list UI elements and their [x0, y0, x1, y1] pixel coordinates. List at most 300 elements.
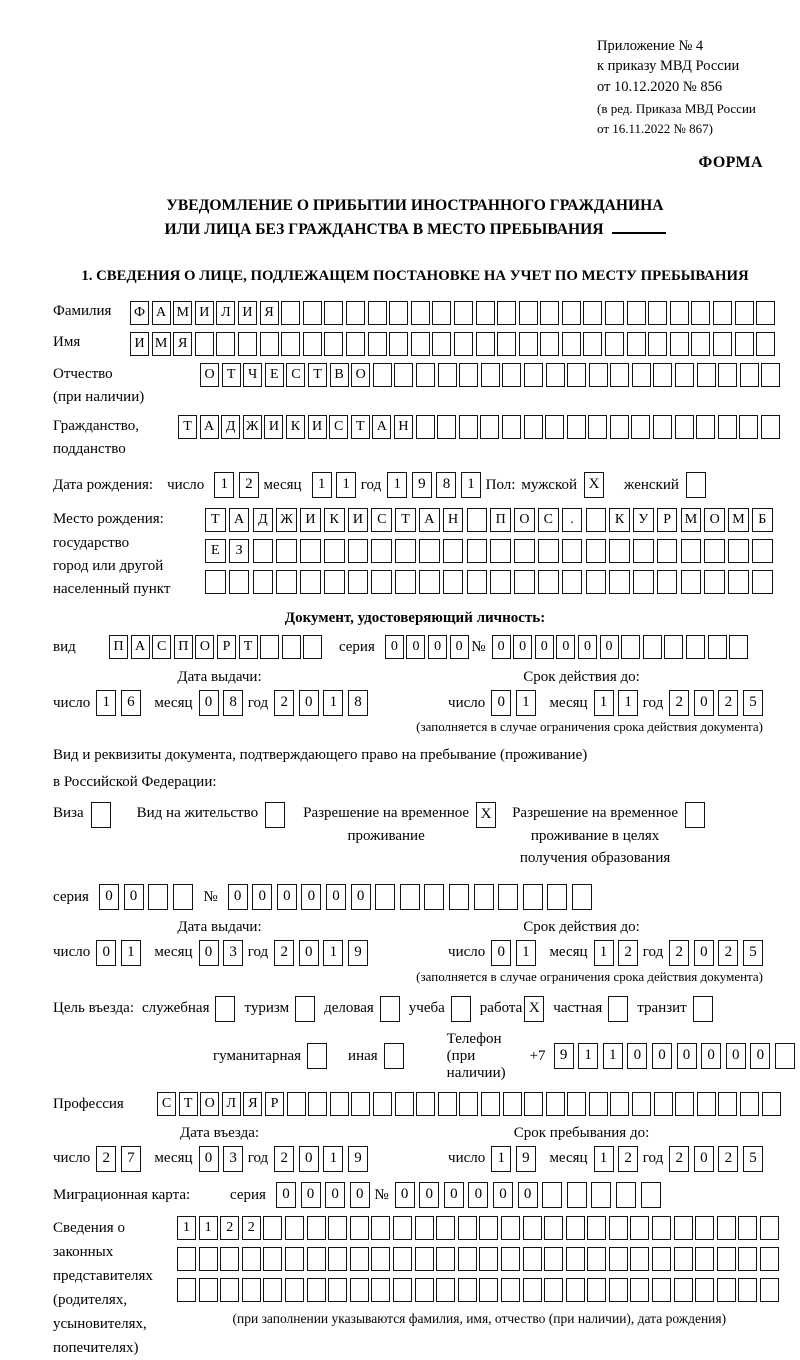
char-box[interactable]: [328, 1247, 347, 1271]
char-box[interactable]: [497, 301, 516, 325]
char-box[interactable]: 3: [223, 1146, 243, 1172]
char-box[interactable]: 1: [199, 1216, 218, 1240]
purpose-option-checkbox[interactable]: [451, 996, 471, 1022]
char-box[interactable]: И: [264, 415, 283, 439]
char-box[interactable]: [609, 1247, 628, 1271]
char-box[interactable]: [458, 1278, 477, 1302]
char-box[interactable]: [476, 332, 495, 356]
char-box[interactable]: [497, 332, 516, 356]
char-box[interactable]: М: [728, 508, 749, 532]
char-box[interactable]: [490, 570, 511, 594]
char-box[interactable]: [303, 301, 322, 325]
char-box[interactable]: [205, 570, 226, 594]
char-box[interactable]: [395, 539, 416, 563]
char-box[interactable]: [229, 570, 250, 594]
char-box[interactable]: 9: [348, 940, 368, 966]
char-box[interactable]: [524, 363, 543, 387]
char-box[interactable]: [253, 539, 274, 563]
char-box[interactable]: [479, 1278, 498, 1302]
char-box[interactable]: [675, 1092, 694, 1116]
char-box[interactable]: П: [109, 635, 128, 659]
char-box[interactable]: Н: [443, 508, 464, 532]
char-box[interactable]: 0: [351, 884, 371, 910]
char-box[interactable]: 1: [603, 1043, 623, 1069]
purpose-option-checkbox[interactable]: X: [524, 996, 544, 1022]
char-box[interactable]: 0: [326, 884, 346, 910]
char-box[interactable]: [695, 1216, 714, 1240]
char-box[interactable]: 1: [214, 472, 234, 498]
char-box[interactable]: [371, 1216, 390, 1240]
char-box[interactable]: [545, 415, 564, 439]
char-box[interactable]: 0: [301, 884, 321, 910]
char-box[interactable]: [717, 1247, 736, 1271]
char-box[interactable]: Ж: [243, 415, 262, 439]
char-box[interactable]: [756, 301, 775, 325]
char-box[interactable]: [443, 539, 464, 563]
char-box[interactable]: 0: [627, 1043, 647, 1069]
char-box[interactable]: [300, 570, 321, 594]
char-box[interactable]: [173, 884, 193, 910]
char-box[interactable]: 2: [96, 1146, 116, 1172]
char-box[interactable]: Ж: [276, 508, 297, 532]
char-box[interactable]: [572, 884, 592, 910]
char-box[interactable]: [411, 332, 430, 356]
char-box[interactable]: [303, 635, 322, 659]
char-box[interactable]: [371, 1247, 390, 1271]
char-box[interactable]: [567, 1092, 586, 1116]
char-box[interactable]: З: [229, 539, 250, 563]
char-box[interactable]: [419, 539, 440, 563]
char-box[interactable]: [350, 1278, 369, 1302]
char-box[interactable]: [729, 635, 748, 659]
char-box[interactable]: [324, 539, 345, 563]
char-box[interactable]: [501, 1247, 520, 1271]
char-box[interactable]: [523, 1247, 542, 1271]
char-box[interactable]: [389, 301, 408, 325]
char-box[interactable]: 2: [718, 940, 738, 966]
char-box[interactable]: 1: [461, 472, 481, 498]
char-box[interactable]: [760, 1216, 779, 1240]
char-box[interactable]: О: [351, 363, 370, 387]
purpose-option-checkbox[interactable]: [384, 1043, 404, 1069]
char-box[interactable]: [253, 570, 274, 594]
char-box[interactable]: П: [174, 635, 193, 659]
char-box[interactable]: [681, 570, 702, 594]
char-box[interactable]: [368, 332, 387, 356]
char-box[interactable]: [458, 1216, 477, 1240]
char-box[interactable]: [674, 1278, 693, 1302]
char-box[interactable]: [324, 301, 343, 325]
char-box[interactable]: П: [490, 508, 511, 532]
char-box[interactable]: [587, 1247, 606, 1271]
char-box[interactable]: Р: [217, 635, 236, 659]
char-box[interactable]: [643, 635, 662, 659]
char-box[interactable]: Е: [265, 363, 284, 387]
char-box[interactable]: [761, 415, 780, 439]
char-box[interactable]: [583, 332, 602, 356]
char-box[interactable]: С: [371, 508, 392, 532]
char-box[interactable]: [652, 1278, 671, 1302]
char-box[interactable]: .: [562, 508, 583, 532]
char-box[interactable]: Л: [222, 1092, 241, 1116]
char-box[interactable]: 1: [516, 690, 536, 716]
char-box[interactable]: [708, 635, 727, 659]
char-box[interactable]: И: [130, 332, 149, 356]
char-box[interactable]: 1: [121, 940, 141, 966]
char-box[interactable]: [675, 415, 694, 439]
purpose-option-checkbox[interactable]: [307, 1043, 327, 1069]
char-box[interactable]: С: [538, 508, 559, 532]
char-box[interactable]: [436, 1247, 455, 1271]
char-box[interactable]: [562, 539, 583, 563]
char-box[interactable]: 0: [444, 1182, 464, 1208]
char-box[interactable]: [691, 301, 710, 325]
char-box[interactable]: Л: [216, 301, 235, 325]
char-box[interactable]: [368, 301, 387, 325]
char-box[interactable]: А: [200, 415, 219, 439]
char-box[interactable]: [562, 301, 581, 325]
char-box[interactable]: О: [514, 508, 535, 532]
char-box[interactable]: [713, 301, 732, 325]
char-box[interactable]: [238, 332, 257, 356]
char-box[interactable]: [263, 1247, 282, 1271]
char-box[interactable]: [481, 363, 500, 387]
char-box[interactable]: [718, 1092, 737, 1116]
char-box[interactable]: О: [704, 508, 725, 532]
char-box[interactable]: [735, 332, 754, 356]
char-box[interactable]: [393, 1247, 412, 1271]
char-box[interactable]: [627, 301, 646, 325]
char-box[interactable]: [498, 884, 518, 910]
char-box[interactable]: [393, 1278, 412, 1302]
char-box[interactable]: [609, 539, 630, 563]
char-box[interactable]: [641, 1182, 661, 1208]
char-box[interactable]: [449, 884, 469, 910]
char-box[interactable]: [717, 1216, 736, 1240]
char-box[interactable]: [752, 539, 773, 563]
char-box[interactable]: [566, 1278, 585, 1302]
char-box[interactable]: 0: [419, 1182, 439, 1208]
char-box[interactable]: [350, 1216, 369, 1240]
char-box[interactable]: Д: [221, 415, 240, 439]
char-box[interactable]: 0: [124, 884, 144, 910]
char-box[interactable]: [242, 1247, 261, 1271]
char-box[interactable]: Н: [394, 415, 413, 439]
char-box[interactable]: [285, 1278, 304, 1302]
char-box[interactable]: [544, 1216, 563, 1240]
char-box[interactable]: [303, 332, 322, 356]
char-box[interactable]: 2: [718, 1146, 738, 1172]
char-box[interactable]: [519, 332, 538, 356]
char-box[interactable]: Р: [657, 508, 678, 532]
char-box[interactable]: М: [173, 301, 192, 325]
char-box[interactable]: 1: [323, 940, 343, 966]
char-box[interactable]: [395, 570, 416, 594]
char-box[interactable]: [648, 332, 667, 356]
char-box[interactable]: [695, 1247, 714, 1271]
char-box[interactable]: 1: [618, 690, 638, 716]
char-box[interactable]: 5: [743, 690, 763, 716]
char-box[interactable]: 0: [677, 1043, 697, 1069]
char-box[interactable]: А: [131, 635, 150, 659]
char-box[interactable]: 0: [578, 635, 597, 659]
char-box[interactable]: [538, 539, 559, 563]
char-box[interactable]: [542, 1182, 562, 1208]
char-box[interactable]: [436, 1216, 455, 1240]
char-box[interactable]: [490, 539, 511, 563]
char-box[interactable]: 1: [594, 690, 614, 716]
char-box[interactable]: 0: [518, 1182, 538, 1208]
char-box[interactable]: [324, 570, 345, 594]
residence-permit-checkbox[interactable]: [265, 802, 285, 828]
char-box[interactable]: 0: [277, 884, 297, 910]
char-box[interactable]: А: [229, 508, 250, 532]
char-box[interactable]: [546, 1092, 565, 1116]
char-box[interactable]: [503, 1092, 522, 1116]
char-box[interactable]: [432, 332, 451, 356]
char-box[interactable]: 0: [750, 1043, 770, 1069]
char-box[interactable]: М: [152, 332, 171, 356]
char-box[interactable]: 0: [299, 1146, 319, 1172]
char-box[interactable]: [738, 1216, 757, 1240]
char-box[interactable]: И: [300, 508, 321, 532]
char-box[interactable]: 2: [618, 1146, 638, 1172]
char-box[interactable]: [177, 1247, 196, 1271]
char-box[interactable]: [415, 1216, 434, 1240]
char-box[interactable]: [276, 539, 297, 563]
char-box[interactable]: 0: [491, 690, 511, 716]
char-box[interactable]: 0: [385, 635, 404, 659]
char-box[interactable]: [438, 1092, 457, 1116]
char-box[interactable]: [523, 1278, 542, 1302]
char-box[interactable]: [566, 1216, 585, 1240]
char-box[interactable]: [583, 301, 602, 325]
char-box[interactable]: [242, 1278, 261, 1302]
char-box[interactable]: 2: [274, 690, 294, 716]
char-box[interactable]: [762, 1092, 781, 1116]
char-box[interactable]: Т: [222, 363, 241, 387]
char-box[interactable]: [681, 539, 702, 563]
sex-female-checkbox[interactable]: [686, 472, 706, 498]
char-box[interactable]: 0: [492, 635, 511, 659]
char-box[interactable]: 0: [199, 1146, 219, 1172]
char-box[interactable]: [630, 1216, 649, 1240]
char-box[interactable]: [605, 301, 624, 325]
char-box[interactable]: [760, 1278, 779, 1302]
char-box[interactable]: [567, 1182, 587, 1208]
char-box[interactable]: [670, 301, 689, 325]
char-box[interactable]: Д: [253, 508, 274, 532]
char-box[interactable]: 0: [252, 884, 272, 910]
char-box[interactable]: 0: [301, 1182, 321, 1208]
char-box[interactable]: [609, 1278, 628, 1302]
char-box[interactable]: 9: [348, 1146, 368, 1172]
char-box[interactable]: [438, 363, 457, 387]
char-box[interactable]: [454, 332, 473, 356]
char-box[interactable]: [691, 332, 710, 356]
char-box[interactable]: [605, 332, 624, 356]
char-box[interactable]: [740, 1092, 759, 1116]
char-box[interactable]: [514, 539, 535, 563]
char-box[interactable]: [657, 539, 678, 563]
char-box[interactable]: К: [286, 415, 305, 439]
char-box[interactable]: [631, 415, 650, 439]
char-box[interactable]: О: [200, 1092, 219, 1116]
char-box[interactable]: 3: [223, 940, 243, 966]
char-box[interactable]: 1: [312, 472, 332, 498]
char-box[interactable]: [648, 301, 667, 325]
char-box[interactable]: [704, 539, 725, 563]
char-box[interactable]: [346, 301, 365, 325]
char-box[interactable]: [216, 332, 235, 356]
char-box[interactable]: [586, 570, 607, 594]
char-box[interactable]: [285, 1216, 304, 1240]
char-box[interactable]: 1: [516, 940, 536, 966]
char-box[interactable]: [459, 1092, 478, 1116]
char-box[interactable]: [540, 301, 559, 325]
char-box[interactable]: [411, 301, 430, 325]
char-box[interactable]: [591, 1182, 611, 1208]
char-box[interactable]: [697, 1092, 716, 1116]
char-box[interactable]: 0: [468, 1182, 488, 1208]
char-box[interactable]: [524, 415, 543, 439]
char-box[interactable]: [371, 1278, 390, 1302]
char-box[interactable]: [717, 1278, 736, 1302]
char-box[interactable]: 0: [395, 1182, 415, 1208]
char-box[interactable]: Т: [395, 508, 416, 532]
char-box[interactable]: [704, 570, 725, 594]
char-box[interactable]: 0: [694, 1146, 714, 1172]
char-box[interactable]: [199, 1247, 218, 1271]
char-box[interactable]: [756, 332, 775, 356]
char-box[interactable]: [718, 363, 737, 387]
char-box[interactable]: [263, 1216, 282, 1240]
char-box[interactable]: [395, 1092, 414, 1116]
char-box[interactable]: [371, 570, 392, 594]
char-box[interactable]: [610, 1092, 629, 1116]
char-box[interactable]: [220, 1247, 239, 1271]
char-box[interactable]: [695, 1278, 714, 1302]
char-box[interactable]: [195, 332, 214, 356]
char-box[interactable]: [718, 415, 737, 439]
char-box[interactable]: [328, 1216, 347, 1240]
char-box[interactable]: И: [238, 301, 257, 325]
char-box[interactable]: [260, 332, 279, 356]
char-box[interactable]: [738, 1278, 757, 1302]
char-box[interactable]: [538, 570, 559, 594]
char-box[interactable]: [394, 363, 413, 387]
char-box[interactable]: [633, 570, 654, 594]
char-box[interactable]: [589, 363, 608, 387]
char-box[interactable]: 9: [554, 1043, 574, 1069]
char-box[interactable]: [324, 332, 343, 356]
purpose-option-checkbox[interactable]: [693, 996, 713, 1022]
char-box[interactable]: [281, 301, 300, 325]
char-box[interactable]: [652, 1216, 671, 1240]
char-box[interactable]: [437, 415, 456, 439]
purpose-option-checkbox[interactable]: [380, 996, 400, 1022]
purpose-option-checkbox[interactable]: [215, 996, 235, 1022]
char-box[interactable]: [467, 508, 488, 532]
char-box[interactable]: 2: [239, 472, 259, 498]
char-box[interactable]: 0: [199, 940, 219, 966]
char-box[interactable]: [348, 539, 369, 563]
char-box[interactable]: 0: [701, 1043, 721, 1069]
char-box[interactable]: 9: [516, 1146, 536, 1172]
char-box[interactable]: 0: [350, 1182, 370, 1208]
char-box[interactable]: Т: [351, 415, 370, 439]
char-box[interactable]: [177, 1278, 196, 1302]
char-box[interactable]: [562, 332, 581, 356]
char-box[interactable]: [479, 1216, 498, 1240]
char-box[interactable]: 1: [336, 472, 356, 498]
char-box[interactable]: [276, 570, 297, 594]
char-box[interactable]: [285, 1247, 304, 1271]
char-box[interactable]: 0: [228, 884, 248, 910]
char-box[interactable]: [523, 1216, 542, 1240]
char-box[interactable]: [502, 363, 521, 387]
char-box[interactable]: [760, 1247, 779, 1271]
char-box[interactable]: 0: [99, 884, 119, 910]
char-box[interactable]: [735, 301, 754, 325]
char-box[interactable]: 1: [96, 690, 116, 716]
char-box[interactable]: [587, 1278, 606, 1302]
char-box[interactable]: [547, 884, 567, 910]
char-box[interactable]: 2: [718, 690, 738, 716]
char-box[interactable]: 1: [177, 1216, 196, 1240]
char-box[interactable]: 1: [594, 940, 614, 966]
char-box[interactable]: [300, 539, 321, 563]
char-box[interactable]: [400, 884, 420, 910]
char-box[interactable]: 2: [274, 940, 294, 966]
char-box[interactable]: [739, 415, 758, 439]
char-box[interactable]: [514, 570, 535, 594]
char-box[interactable]: 0: [694, 940, 714, 966]
char-box[interactable]: [443, 570, 464, 594]
char-box[interactable]: [609, 1216, 628, 1240]
char-box[interactable]: С: [157, 1092, 176, 1116]
char-box[interactable]: [610, 363, 629, 387]
char-box[interactable]: [502, 415, 521, 439]
char-box[interactable]: [588, 415, 607, 439]
char-box[interactable]: [633, 539, 654, 563]
char-box[interactable]: [630, 1247, 649, 1271]
char-box[interactable]: 2: [242, 1216, 261, 1240]
char-box[interactable]: С: [329, 415, 348, 439]
char-box[interactable]: [393, 1216, 412, 1240]
char-box[interactable]: [371, 539, 392, 563]
char-box[interactable]: [432, 301, 451, 325]
char-box[interactable]: И: [308, 415, 327, 439]
char-box[interactable]: [630, 1278, 649, 1302]
char-box[interactable]: [752, 570, 773, 594]
char-box[interactable]: [657, 570, 678, 594]
char-box[interactable]: 0: [491, 940, 511, 966]
char-box[interactable]: [567, 415, 586, 439]
char-box[interactable]: Е: [205, 539, 226, 563]
char-box[interactable]: [501, 1216, 520, 1240]
char-box[interactable]: [501, 1278, 520, 1302]
char-box[interactable]: У: [633, 508, 654, 532]
char-box[interactable]: [350, 1247, 369, 1271]
char-box[interactable]: [586, 539, 607, 563]
char-box[interactable]: [713, 332, 732, 356]
char-box[interactable]: 2: [274, 1146, 294, 1172]
char-box[interactable]: [740, 363, 759, 387]
char-box[interactable]: [632, 363, 651, 387]
char-box[interactable]: [415, 1278, 434, 1302]
char-box[interactable]: [416, 1092, 435, 1116]
